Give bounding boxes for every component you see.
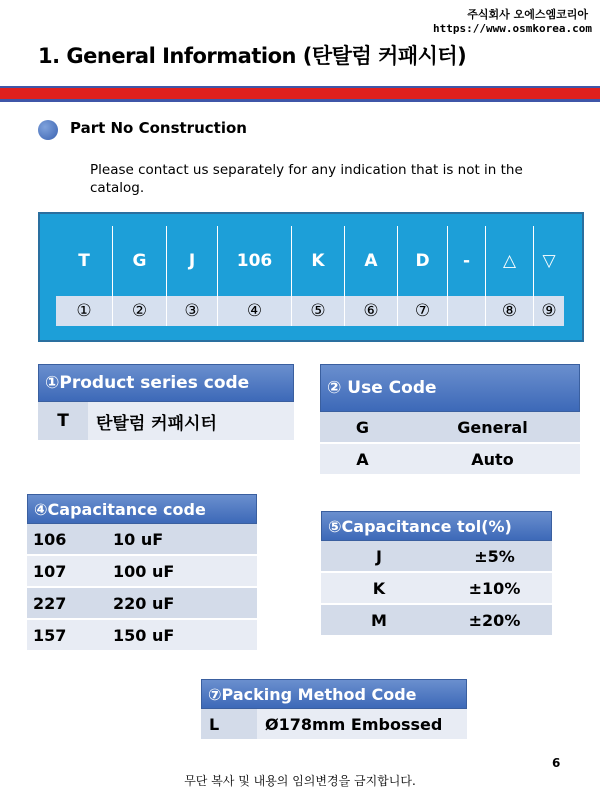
series-code-cell: T (38, 402, 88, 440)
part-code-number: ⑤ (292, 296, 345, 326)
packing-code-cell: L (201, 709, 257, 739)
cap-value-cell: 10 uF (105, 524, 257, 554)
cap-code-cell: 157 (27, 620, 105, 650)
use-desc-cell: General (405, 412, 580, 442)
table-row (27, 524, 257, 556)
tol-value-cell: ±5% (437, 541, 552, 571)
table-row (201, 709, 467, 741)
capacitance-code-table (27, 494, 257, 652)
part-code-char: D (398, 226, 448, 296)
part-code-char: 106 (218, 226, 292, 296)
table-row (27, 588, 257, 620)
table-row (38, 402, 294, 442)
packing-method-table (201, 679, 467, 741)
part-code-char: T (56, 226, 113, 296)
cap-value-cell: 100 uF (105, 556, 257, 586)
part-code-number: ⑨ (534, 296, 564, 326)
page-number: 6 (552, 756, 561, 770)
part-code-number: ⑧ (486, 296, 534, 326)
part-code-number: ⑥ (345, 296, 398, 326)
packing-method-title: ⑦Packing Method Code (201, 679, 467, 709)
table-row (320, 444, 580, 476)
part-code-row (56, 226, 564, 296)
tol-value-cell: ±10% (437, 573, 552, 603)
use-code-title: ② Use Code (320, 364, 580, 412)
tol-code-cell: J (321, 541, 437, 571)
tol-value-cell: ±20% (437, 605, 552, 635)
table-row (27, 556, 257, 588)
tol-code-cell: M (321, 605, 437, 635)
part-code-char: J (167, 226, 218, 296)
part-code-number: ① (56, 296, 113, 326)
table-row (321, 573, 552, 605)
capacitance-code-title: ④Capacitance code (27, 494, 257, 524)
notice-text: Please contact us separately for any indication that is not in the catalog. (90, 162, 523, 196)
use-desc-cell: Auto (405, 444, 580, 474)
part-code-char: △ (486, 226, 534, 296)
part-code-char: ▽ (542, 251, 556, 271)
cap-code-cell: 107 (27, 556, 105, 586)
table-row (320, 412, 580, 444)
use-code-cell: G (320, 412, 405, 442)
use-code-table (320, 364, 580, 476)
cap-value-cell: 220 uF (105, 588, 257, 618)
part-code-char: A (345, 226, 398, 296)
table-row (321, 605, 552, 637)
capacitance-tol-title: ⑤Capacitance tol(%) (321, 511, 552, 541)
title-divider-bar (0, 86, 600, 102)
bullet-circle-icon (38, 120, 58, 140)
part-code-char: K (292, 226, 345, 296)
part-code-number (448, 296, 486, 326)
company-name: 주식회사 오에스엠코리아 (467, 8, 588, 21)
footer-notice: 무단 복사 및 내용의 임의변경을 금지합니다. (184, 774, 416, 788)
part-number-row (56, 296, 564, 326)
table-row (27, 620, 257, 652)
part-code-number: ③ (167, 296, 218, 326)
cap-code-cell: 106 (27, 524, 105, 554)
page-title: 1. General Information (탄탈럼 커패시터) (38, 44, 467, 68)
tol-code-cell: K (321, 573, 437, 603)
part-code-number: ④ (218, 296, 292, 326)
part-code-number: ⑦ (398, 296, 448, 326)
cap-code-cell: 227 (27, 588, 105, 618)
packing-desc-cell: Ø178mm Embossed (257, 709, 467, 739)
part-code-char: G (113, 226, 167, 296)
product-series-table (38, 364, 294, 442)
section-heading: Part No Construction (70, 119, 247, 137)
part-code-char: - (448, 226, 486, 296)
part-code-number: ② (113, 296, 167, 326)
cap-value-cell: 150 uF (105, 620, 257, 650)
use-code-cell: A (320, 444, 405, 474)
series-desc-cell: 탄탈럼 커패시터 (88, 402, 294, 440)
capacitance-tol-table (321, 511, 552, 637)
website-url: https://www.osmkorea.com (433, 22, 592, 35)
table-row (321, 541, 552, 573)
product-series-title: ①Product series code (38, 364, 294, 402)
part-number-box (38, 212, 584, 342)
